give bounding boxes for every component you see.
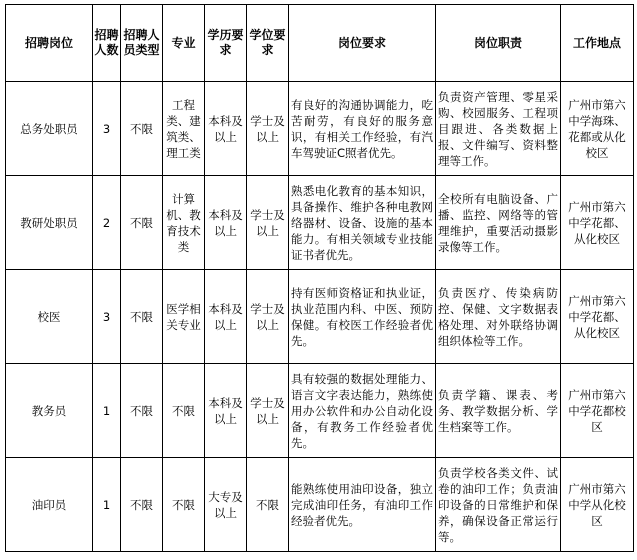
cell-duties-text: 负责学籍、课表、考务、教学数据分析、学生档案等工作。 (438, 387, 558, 434)
recruitment-table (5, 4, 634, 552)
cell-location (561, 82, 634, 176)
cell-requirements (289, 458, 436, 552)
cell-degree-text: 学士及以上 (250, 113, 285, 144)
cell-position: 总务处职员 (6, 82, 93, 176)
cell-position: 油印员 (6, 458, 93, 552)
cell-education (205, 458, 247, 552)
cell-degree (247, 458, 289, 552)
cell-duties-text: 负责学校各类文件、试卷的油印工作；负责油印设备的日常维护和保养，确保设备正常运行等。 (438, 465, 558, 544)
cell-location-text: 广州市第六中学从化校区 (568, 481, 626, 528)
cell-duties (436, 270, 561, 364)
cell-duties-text: 全校所有电脑设备、广播、监控、网络等的管理维护，重要活动摄影录像等工作。 (438, 191, 558, 254)
cell-education-text: 大专及以上 (208, 489, 243, 520)
cell-degree (247, 82, 289, 176)
cell-position: 教务员 (6, 364, 93, 458)
cell-location (561, 176, 634, 270)
cell-count: 1 (93, 458, 121, 552)
cell-duties-text: 负责医疗、传染病防控、保健、文字数据表格处理、对外联络协调组织体检等工作。 (438, 285, 558, 348)
cell-degree-text: 学士及以上 (250, 301, 285, 332)
cell-type: 不限 (121, 458, 163, 552)
cell-education (205, 82, 247, 176)
header-type: 招聘人员类型 (121, 5, 163, 82)
cell-duties-text: 负责资产管理、零星采购、校园服务、工程项目跟进、各类数据上报、文件编写、资料整理等工作。 (438, 89, 558, 168)
cell-duties (436, 82, 561, 176)
cell-duties (436, 176, 561, 270)
cell-duties (436, 458, 561, 552)
cell-major-text: 计算机、教育技术类 (166, 191, 201, 254)
cell-education (205, 176, 247, 270)
cell-position: 校医 (6, 270, 93, 364)
cell-degree-text: 不限 (256, 497, 279, 512)
header-degree: 学位要求 (247, 5, 289, 82)
header-position: 招聘岗位 (6, 5, 93, 82)
header-row (6, 5, 634, 82)
cell-education-text: 本科及以上 (208, 395, 243, 426)
table-row (6, 364, 634, 458)
cell-duties (436, 364, 561, 458)
cell-location-text: 广州市第六中学花都校区 (568, 387, 626, 434)
header-count: 招聘人数 (93, 5, 121, 82)
cell-requirements-text: 有良好的沟通协调能力，吃苦耐劳，有良好的服务意识，有相关工作经验，有汽车驾驶证C照者优先。 (291, 97, 433, 160)
header-duties: 岗位职责 (436, 5, 561, 82)
header-education: 学历要求 (205, 5, 247, 82)
cell-education (205, 364, 247, 458)
cell-degree-text: 学士及以上 (250, 395, 285, 426)
cell-education (205, 270, 247, 364)
cell-major (163, 82, 205, 176)
cell-requirements-text: 熟悉电化教育的基本知识，具备操作、维护各种电教网络器材、设备、设施的基本能力。有相关领域专业技能证书者优先。 (291, 183, 433, 262)
table-row (6, 82, 634, 176)
cell-count: 3 (93, 82, 121, 176)
cell-degree (247, 364, 289, 458)
cell-major (163, 176, 205, 270)
cell-requirements-text: 能熟练使用油印设备，独立完成油印任务，有油印工作经验者优先。 (291, 481, 433, 528)
cell-location-text: 广州市第六中学花都、从化校区 (568, 293, 626, 340)
cell-education-text: 本科及以上 (208, 301, 243, 332)
cell-major-text: 不限 (172, 497, 195, 512)
cell-location (561, 364, 634, 458)
cell-education-text: 本科及以上 (208, 207, 243, 238)
cell-major-text: 不限 (172, 403, 195, 418)
cell-location (561, 270, 634, 364)
table-row (6, 270, 634, 364)
cell-requirements (289, 176, 436, 270)
cell-type: 不限 (121, 364, 163, 458)
cell-location-text: 广州市第六中学花都、从化校区 (568, 199, 626, 246)
cell-degree (247, 270, 289, 364)
cell-major-text: 医学相关专业 (166, 301, 201, 332)
cell-type: 不限 (121, 176, 163, 270)
cell-type: 不限 (121, 82, 163, 176)
cell-location-text: 广州市第六中学海珠、花都或从化校区 (568, 97, 626, 160)
cell-education-text: 本科及以上 (208, 113, 243, 144)
table-row (6, 458, 634, 552)
cell-major (163, 364, 205, 458)
cell-requirements-text: 具有较强的数据处理能力、语言文字表达能力，熟练使用办公软件和办公自动化设备，有教务工作经验者优先。 (291, 371, 433, 450)
cell-count: 3 (93, 270, 121, 364)
cell-major (163, 270, 205, 364)
cell-location (561, 458, 634, 552)
cell-degree-text: 学士及以上 (250, 207, 285, 238)
cell-count: 2 (93, 176, 121, 270)
cell-count: 1 (93, 364, 121, 458)
cell-major (163, 458, 205, 552)
table-row (6, 176, 634, 270)
cell-position: 教研处职员 (6, 176, 93, 270)
header-location: 工作地点 (561, 5, 634, 82)
cell-requirements (289, 364, 436, 458)
cell-requirements (289, 270, 436, 364)
cell-requirements-text: 持有医师资格证和执业证，执业范围内科、中医、预防保健。有校医工作经验者优先。 (291, 285, 433, 348)
header-major: 专业 (163, 5, 205, 82)
cell-type: 不限 (121, 270, 163, 364)
header-requirements: 岗位要求 (289, 5, 436, 82)
cell-degree (247, 176, 289, 270)
cell-major-text: 工程类、建筑类、理工类 (166, 97, 201, 160)
cell-requirements (289, 82, 436, 176)
